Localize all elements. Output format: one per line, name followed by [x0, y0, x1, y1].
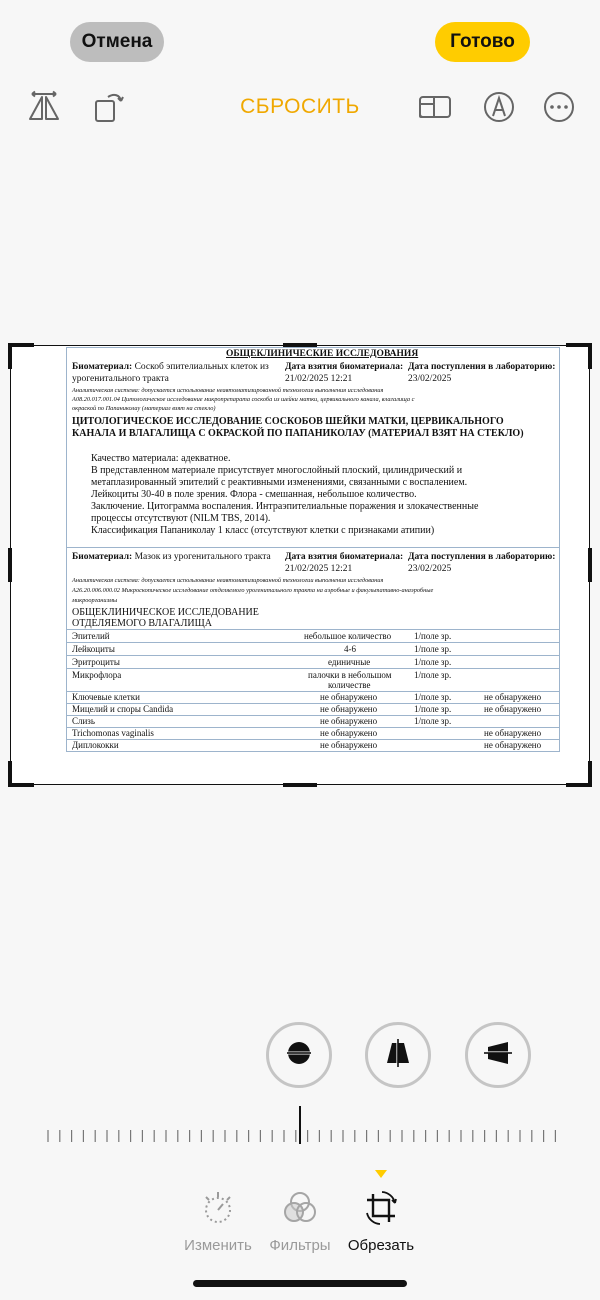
table-cell-value: не обнаружено	[320, 728, 378, 738]
sec2-heading-1: ОБЩЕКЛИНИЧЕСКОЕ ИССЛЕДОВАНИЕ	[72, 607, 259, 618]
sec2-biomat: Биоматериал: Мазок из урогенитального тракта	[72, 552, 271, 562]
reset-button[interactable]: СБРОСИТЬ	[240, 95, 360, 118]
table-cell-unit: 1/поле зр.	[414, 704, 452, 714]
doc-title: ОБЩЕКЛИНИЧЕСКИЕ ИССЛЕДОВАНИЯ	[226, 349, 419, 359]
table-cell-ref: не обнаружено	[484, 692, 542, 702]
table-cell-unit: 1/поле зр.	[414, 716, 452, 726]
horizon-straighten-icon	[283, 1037, 315, 1074]
table-cell-value: не обнаружено	[320, 740, 378, 750]
adjust-dial-icon	[198, 1188, 238, 1233]
tab-crop-label: Обрезать	[347, 1237, 415, 1254]
sec1-date-taken-label: Дата взятия биоматериала:	[285, 362, 404, 372]
sec1-date-taken-value: 21/02/2025 12:21	[285, 374, 353, 384]
tab-crop[interactable]	[331, 1188, 431, 1252]
crop-edge-bottom[interactable]	[283, 783, 317, 787]
tab-adjust-label: Изменить	[184, 1237, 252, 1254]
table-top-line	[66, 629, 560, 630]
crop-corner-bottom-left[interactable]	[8, 761, 34, 787]
home-indicator	[193, 1280, 407, 1287]
sec2-date-taken-label: Дата взятия биоматериала:	[285, 552, 404, 562]
crop-corner-top-right[interactable]	[566, 343, 592, 369]
sec1-body-line: Качество материала: адекватное.	[91, 453, 231, 464]
horizontal-perspective-icon	[482, 1037, 514, 1074]
sec2-note-1: Аналитическая система: допускается использование неавтоматизированной технологии выполнения исследования	[72, 577, 384, 584]
sec1-date-recv-label: Дата поступления в лабораторию:	[408, 362, 556, 372]
sec1-heading-1: ЦИТОЛОГИЧЕСКОЕ ИССЛЕДОВАНИЕ СОСКОБОВ ШЕЙКИ МАТКИ, ЦЕРВИКАЛЬНОГО	[72, 416, 504, 427]
sec1-note-1: Аналитическая система: допускается использование неавтоматизированной технологии выполнения исследования	[72, 387, 384, 394]
crop-edge-top[interactable]	[283, 343, 317, 347]
vertical-perspective-icon	[382, 1037, 414, 1074]
sec2-heading-2: ОТДЕЛЯЕМОГО ВЛАГАЛИЩА	[72, 618, 212, 629]
table-cell-unit: 1/поле зр.	[414, 631, 452, 641]
table-cell-name: Эпителий	[72, 631, 110, 641]
table-cell-value: небольшое количество	[304, 631, 392, 641]
sec1-body-line: метаплазированный эпителий с реактивными изменениями, связанными с воспалением.	[91, 477, 468, 488]
sec1-heading-2: КАНАЛА И ВЛАГАЛИЩА С ОКРАСКОЙ ПО ПАПАНИКОЛАУ (МАТЕРИАЛ ВЗЯТ НА СТЕКЛО)	[72, 428, 524, 439]
sec1-body-line: Лейкоциты 30-40 в поле зрения. Флора - смешанная, небольшое количество.	[91, 489, 417, 500]
sec2-note-2: А26.20.006.000.02 Микроскопическое исследование отделяемого урогенитального тракта на аэробные и факультативно-анаэробные	[72, 587, 434, 594]
sec1-biomat-2: урогенитального тракта	[72, 374, 169, 384]
horizontal-perspective-button[interactable]	[465, 1022, 531, 1088]
more-icon[interactable]	[536, 84, 582, 130]
crop-corner-bottom-right[interactable]	[566, 761, 592, 787]
table-cell-value-2: количестве	[328, 680, 371, 690]
aspect-ratio-icon[interactable]	[412, 84, 458, 130]
table-row-line	[66, 642, 560, 643]
cancel-button[interactable]: Отмена	[70, 22, 164, 62]
sec1-body-line: процессы отсутствуют (NILM TBS, 2014).	[91, 513, 271, 524]
table-cell-value: не обнаружено	[320, 704, 378, 714]
edit-mode-tabs	[0, 1188, 600, 1252]
table-row-line	[66, 715, 560, 716]
markup-icon[interactable]	[476, 84, 522, 130]
done-button[interactable]: Готово	[435, 22, 530, 62]
horizon-straighten-button[interactable]	[266, 1022, 332, 1088]
document-image	[66, 347, 560, 752]
section-divider	[66, 547, 560, 548]
crop-corner-top-left[interactable]	[8, 343, 34, 369]
table-cell-name: Лейкоциты	[72, 644, 115, 654]
table-cell-value: не обнаружено	[320, 692, 378, 702]
sec1-body-line: В представленном материале присутствует многослойный плоский, цилиндрический и	[91, 465, 463, 476]
sec1-date-recv-value: 23/02/2025	[408, 374, 452, 384]
sec2-date-taken-value: 21/02/2025 12:21	[285, 564, 353, 574]
table-cell-ref: не обнаружено	[484, 728, 542, 738]
table-cell-unit: 1/поле зр.	[414, 657, 452, 667]
table-cell-value: единичные	[328, 657, 371, 667]
sec1-note-3: окраской по Папаниколау (материал взят на стекло)	[72, 405, 216, 412]
table-cell-unit: 1/поле зр.	[414, 644, 452, 654]
table-cell-ref: не обнаружено	[484, 740, 542, 750]
table-cell-name: Микрофлора	[72, 670, 122, 680]
sec2-date-recv-label: Дата поступления в лабораторию:	[408, 552, 556, 562]
rotation-slider[interactable]	[46, 1128, 556, 1144]
sec2-date-recv-value: 23/02/2025	[408, 564, 452, 574]
crop-rotate-icon	[361, 1188, 401, 1233]
table-row-line	[66, 655, 560, 656]
filters-icon	[280, 1188, 320, 1233]
rotate-icon[interactable]	[85, 84, 131, 130]
crop-toolbar	[0, 84, 600, 130]
sec1-note-2: А08.20.017.001.04 Цитологическое исследование микропрепарата соскоба из шейки матки, цервикального канала, влагалища с	[72, 396, 415, 403]
table-row-line	[66, 668, 560, 669]
flip-icon[interactable]	[21, 84, 67, 130]
table-cell-unit: 1/поле зр.	[414, 692, 452, 702]
table-cell-name: Trichomonas vaginalis	[72, 728, 154, 738]
crop-edge-right[interactable]	[588, 548, 592, 582]
sec1-body-line: Заключение. Цитограмма воспаления. Интраэпителиальные поражения и злокачественные	[91, 501, 479, 512]
table-cell-name: Эритроциты	[72, 657, 120, 667]
sec1-biomat: Биоматериал: Соскоб эпителиальных клеток из	[72, 362, 269, 372]
table-cell-name: Диплококки	[72, 740, 119, 750]
table-cell-unit: 1/поле зр.	[414, 670, 452, 680]
sec2-note-3: микроорганизмы	[72, 597, 118, 604]
table-cell-value: не обнаружено	[320, 716, 378, 726]
table-cell-value: палочки в небольшом	[308, 670, 392, 680]
table-cell-value: 4-6	[344, 644, 356, 654]
table-cell-name: Мицелий и споры Candida	[72, 704, 174, 714]
table-cell-name: Ключевые клетки	[72, 692, 140, 702]
sec1-body-line: Классификация Папаниколау 1 класс (отсутствуют клетки с признаками атипии)	[91, 525, 435, 536]
crop-edge-left[interactable]	[8, 548, 12, 582]
vertical-perspective-button[interactable]	[365, 1022, 431, 1088]
tab-filters-label: Фильтры	[269, 1237, 331, 1254]
active-tab-indicator	[375, 1170, 387, 1178]
table-cell-name: Слизь	[72, 716, 95, 726]
table-cell-ref: не обнаружено	[484, 704, 542, 714]
